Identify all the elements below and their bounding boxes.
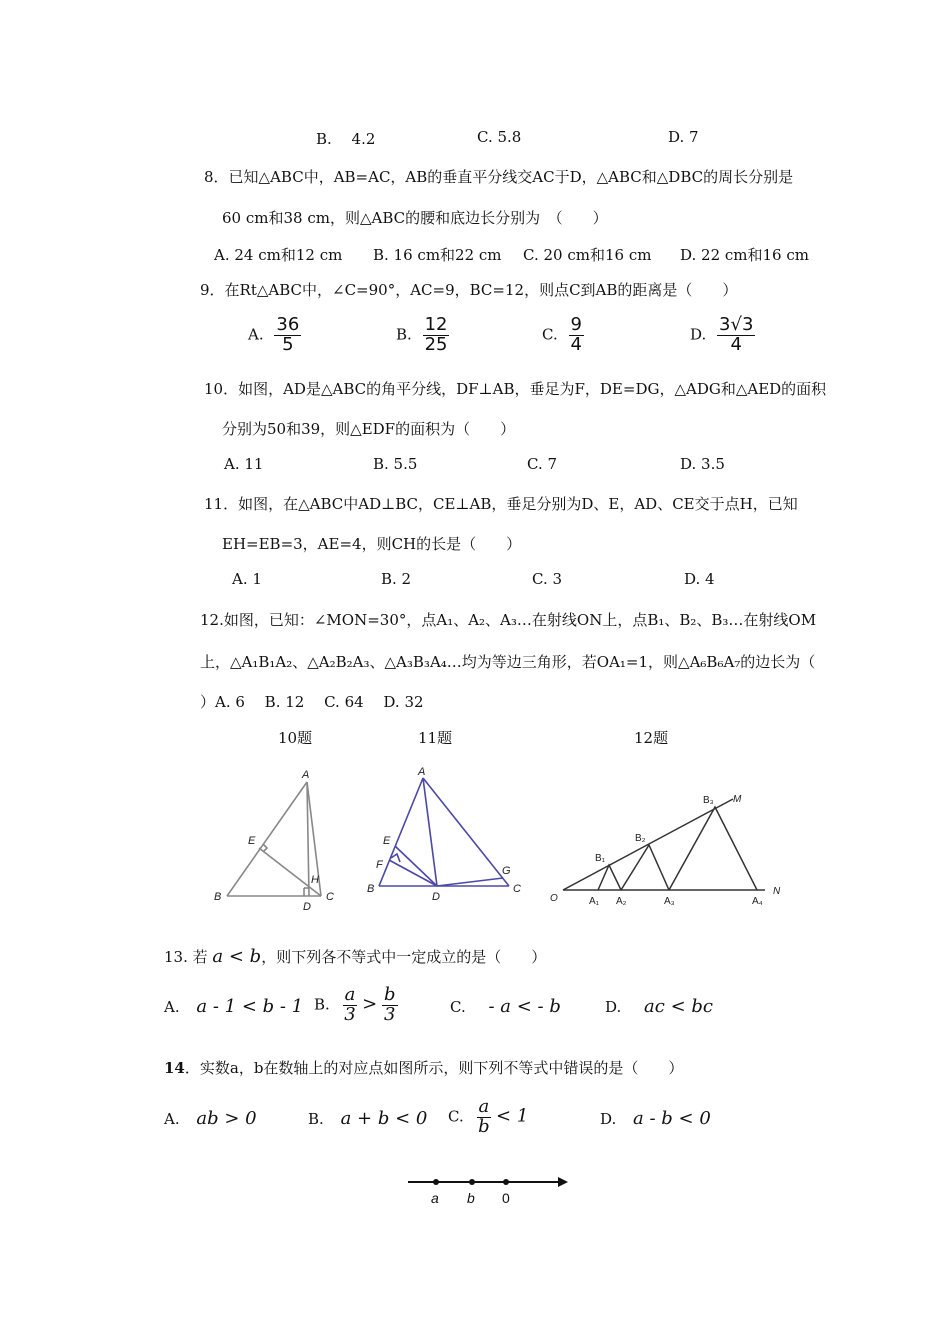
- q11-stem-line1: 11．如图，在△ABC中AD⊥BC，CE⊥AB，垂足分别为D、E，AD、CE交于点H，已知: [204, 495, 798, 513]
- label-a2: A₂: [616, 896, 627, 907]
- label-o: O: [550, 893, 558, 904]
- q9-option-a: [248, 316, 301, 355]
- q8-option-c: C. 20 cm和16 cm: [523, 246, 652, 264]
- label-e: E: [383, 835, 391, 847]
- q9-stem: 9．在Rt△ABC中，∠C=90°，AC=9，BC=12，则点C到AB的距离是（ ）: [200, 281, 738, 299]
- q9-option-b: [396, 316, 449, 355]
- option-label: D.: [690, 325, 707, 344]
- denominator: 4: [570, 333, 582, 355]
- label-a: A: [418, 766, 426, 778]
- q14-option-a: [164, 1108, 257, 1129]
- q11-stem-line2: EH=EB=3，AE=4，则CH的长是（ ）: [222, 535, 522, 553]
- numerator: b: [383, 984, 396, 1005]
- option-math: ab > 0: [196, 1108, 257, 1129]
- q8-stem-line2: 60 cm和38 cm，则△ABC的腰和底边长分别为 （ ）: [222, 209, 608, 227]
- label-c: C: [326, 891, 334, 903]
- label-zero: 0: [502, 1190, 510, 1206]
- point-a: [433, 1179, 439, 1185]
- ray-om: [563, 799, 733, 890]
- label-b3: B₃: [703, 795, 714, 806]
- q13-stem: [164, 946, 546, 967]
- figure-caption-10: 10题: [278, 729, 313, 747]
- question-number: 14: [164, 1059, 185, 1077]
- numerator: 12: [424, 314, 448, 335]
- label-f: F: [376, 859, 383, 871]
- q13-option-c: [450, 996, 561, 1017]
- numerator: a: [344, 984, 356, 1005]
- q7-option-c: C. 5.8: [477, 128, 522, 146]
- option-label: D.: [600, 1110, 617, 1128]
- point-b: [469, 1179, 475, 1185]
- option-label: C.: [542, 325, 558, 344]
- label-d: D: [432, 891, 440, 903]
- label-a: A: [302, 769, 310, 781]
- label-d: D: [303, 901, 311, 913]
- q14-stem: [164, 1057, 683, 1078]
- label-b1: B₁: [595, 853, 606, 864]
- q11-option-a: A. 1: [232, 570, 262, 588]
- option-label: A.: [164, 1110, 180, 1128]
- q11-option-b: B. 2: [381, 570, 412, 588]
- q14-option-b: [308, 1108, 427, 1129]
- fraction: [343, 986, 358, 1025]
- q13-option-d: [605, 996, 713, 1017]
- q10-option-a: A. 11: [224, 455, 264, 473]
- q7-option-b: B. 4.2: [316, 130, 376, 148]
- label-b: B: [214, 891, 222, 903]
- side-ac: [423, 778, 509, 886]
- point-zero: [503, 1179, 509, 1185]
- label-b2: B₂: [635, 833, 646, 844]
- stem-math: a < b: [212, 946, 262, 967]
- stem-text: ．实数a，b在数轴上的对应点如图所示，则下列不等式中错误的是（ ）: [184, 1059, 684, 1077]
- label-n: N: [773, 886, 781, 897]
- triangle-a2b2a3: [621, 845, 669, 890]
- denominator: 4: [730, 333, 742, 355]
- stem-prefix: 13. 若: [164, 948, 208, 966]
- option-label: A.: [248, 325, 264, 344]
- axis-arrow-icon: [558, 1177, 568, 1187]
- q14-option-c: [448, 1098, 528, 1137]
- denominator: 5: [282, 333, 294, 355]
- q8-option-a: A. 24 cm和12 cm: [214, 246, 343, 264]
- label-m: M: [733, 794, 742, 805]
- label-g: G: [502, 865, 511, 877]
- q10-option-c: C. 7: [527, 455, 558, 473]
- denominator: 3: [384, 1003, 396, 1025]
- numerator: a: [478, 1096, 490, 1117]
- q9-option-c: [542, 316, 584, 355]
- fraction: [423, 316, 450, 355]
- q10-stem-line1: 10．如图，AD是△ABC的角平分线，DF⊥AB，垂足为F，DE=DG，△ADG和△AED的面积: [204, 380, 827, 398]
- q7-option-d: D. 7: [668, 128, 699, 146]
- label-b: b: [467, 1190, 475, 1206]
- figure-10: [205, 762, 355, 914]
- label-b: B: [367, 883, 375, 895]
- q10-option-b: B. 5.5: [373, 455, 418, 473]
- q8-option-d: D. 22 cm和16 cm: [680, 246, 809, 264]
- option-math: < 1: [496, 1105, 529, 1127]
- option-math: - a < - b: [488, 996, 561, 1017]
- q10-stem-line2: 分别为50和39，则△EDF的面积为（ ）: [222, 420, 516, 438]
- figure-caption-11: 11题: [418, 729, 453, 747]
- triangle-a3b3a4: [669, 807, 757, 890]
- q12-stem-line1: 12.如图，已知：∠MON=30°，点A₁、A₂、A₃…在射线ON上，点B₁、B₂、B₃…在射线OM: [200, 611, 817, 629]
- option-math: a - 1 < b - 1: [196, 996, 304, 1017]
- option-label: C.: [450, 998, 466, 1016]
- q14-option-d: [600, 1108, 711, 1129]
- altitude-ce: [259, 848, 321, 896]
- option-math: ac < bc: [644, 996, 713, 1017]
- fraction: [382, 986, 398, 1025]
- figure-11: [363, 762, 533, 914]
- option-label: B.: [308, 1110, 324, 1128]
- q13-option-b: [314, 986, 398, 1025]
- operator: >: [362, 993, 378, 1015]
- label-h: H: [311, 874, 319, 886]
- option-label: A.: [164, 998, 180, 1016]
- side-ab: [227, 782, 307, 896]
- figure-12: [545, 785, 795, 915]
- option-label: D.: [605, 998, 622, 1016]
- q10-option-d: D. 3.5: [680, 455, 725, 473]
- q12-stem-line2: 上，△A₁B₁A₂、△A₂B₂A₃、△A₃B₃A₄…均为等边三角形，若OA₁=1，则△A₆B₆A₇的边长为（: [200, 653, 816, 671]
- option-math: a - b < 0: [633, 1108, 711, 1129]
- option-label: B.: [396, 325, 412, 344]
- option-label: B.: [314, 995, 330, 1014]
- numerator: 3√3: [719, 314, 754, 335]
- option-label: C.: [448, 1107, 464, 1126]
- right-angle-e: [263, 844, 267, 852]
- q11-option-d: D. 4: [684, 570, 715, 588]
- denominator: b: [478, 1115, 490, 1137]
- side-ab: [379, 778, 423, 886]
- fraction: [477, 1098, 492, 1137]
- label-a: a: [431, 1190, 439, 1206]
- option-math: a + b < 0: [340, 1108, 428, 1129]
- fraction: [274, 316, 301, 355]
- label-e: E: [248, 835, 256, 847]
- label-a3: A₃: [664, 896, 675, 907]
- label-c: C: [513, 883, 521, 895]
- denominator: 3: [344, 1003, 356, 1025]
- segment-dg: [437, 878, 503, 886]
- fraction: [717, 316, 755, 355]
- number-line: [400, 1168, 575, 1213]
- q9-option-d: [690, 316, 755, 355]
- q11-option-c: C. 3: [532, 570, 563, 588]
- stem-suffix: ，则下列各不等式中一定成立的是（ ）: [261, 948, 547, 966]
- q8-stem-line1: 8．已知△ABC中，AB=AC，AB的垂直平分线交AC于D，△ABC和△DBC的周长分别是: [204, 168, 794, 186]
- numerator: 9: [570, 314, 582, 335]
- q12-stem-line3: ）A. 6 B. 12 C. 64 D. 32: [200, 693, 424, 711]
- fraction: [569, 316, 584, 355]
- numerator: 36: [276, 314, 300, 335]
- q13-option-a: [164, 996, 303, 1017]
- q8-option-b: B. 16 cm和22 cm: [373, 246, 502, 264]
- label-a1: A₁: [589, 896, 600, 907]
- figure-caption-12: 12题: [634, 729, 669, 747]
- label-a4: A₄: [752, 896, 763, 907]
- denominator: 25: [424, 333, 448, 355]
